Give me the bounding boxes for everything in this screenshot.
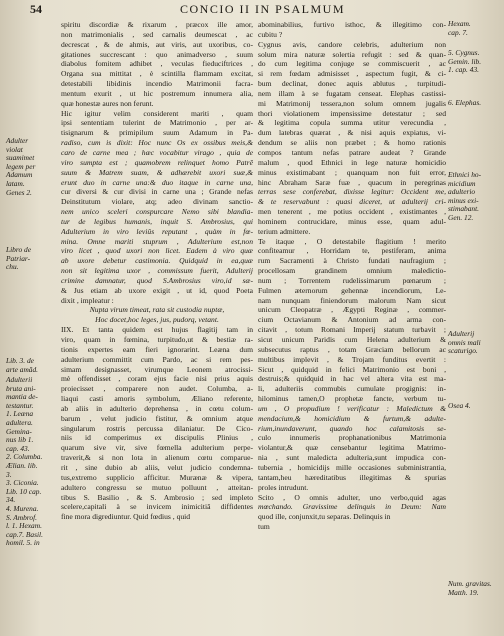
text-line: mè offendisset , coram ejus facie nisi prius aquis xyxy=(61,374,253,384)
text-line: thori violationem impensissime detestatur ; sed xyxy=(258,108,446,118)
text-line: radiso, cum is dixit: Hoc nunc Os ex ossibus meis,& xyxy=(61,138,253,148)
text-line: ab aliis in adulterio deprehensa , in cœtu colum- xyxy=(61,403,253,413)
text-line: niis id comperimus ex discipulis Plinius , xyxy=(61,433,253,443)
text-line: Sicut , quidquid in felici Matrimonio est boni , xyxy=(258,364,446,374)
text-line: um , O propudium ! verificatur : Maledictum & xyxy=(258,403,446,413)
text-line: quarum sive vir, sive fœmella adulterium perpe- xyxy=(61,443,253,453)
text-line: Fulmen æternorum gehennæ incendiorum, Le- xyxy=(258,285,446,295)
text-line: nam nunquam finiendorum malorum Nam sicut xyxy=(258,295,446,305)
text-line: hilominus tamen,O prophetæ fancte, verbum tu- xyxy=(258,394,446,404)
text-line: li, adulteriis commubis cumulate progignis: in- xyxy=(258,384,446,394)
text-line: adultero congressu se mutuo polluunt , atteitan- xyxy=(61,482,253,492)
text-line: nem unico sceleri conspurcare Nemo sibi blandia- xyxy=(61,207,253,217)
text-line: hominem contrucidare, minus esse, quam adul- xyxy=(258,216,446,226)
text-line: dendum se aliis non præbet ; & homo rationis xyxy=(258,138,446,148)
text-line: unicum Cleopatræ , Ægypti Reginæ , commer- xyxy=(258,305,446,315)
text-line: Scito , O omnis adulter, uno verbo,quid agas xyxy=(258,492,446,502)
text-line: scelere,capitali à se invicem inimicitiâ diffidentes xyxy=(61,502,253,512)
text-line: Organa sua mittitat , è scintilla flammam excitat, xyxy=(61,69,253,79)
text-line: nia , sunt maledicta adulteria,sunt impudica con- xyxy=(258,453,446,463)
text-line: bum declinat, donec aquis ablutus , turpitudi- xyxy=(258,79,446,89)
text-line: cubitu ? xyxy=(258,29,283,39)
text-line: mentum exurit , ut hic postremum innumera alia, xyxy=(61,88,253,98)
text-line: tionis expertes eam fieri ignorarint. Leæna dum xyxy=(61,344,253,354)
text-line: ipsi sententiam tulerint de Matrimonio , per ar- xyxy=(61,118,253,128)
text-line: suum & Matrem suam, & adhærebit uxori suæ,& xyxy=(61,167,253,177)
text-line: cium Octavianum & Antonium ad arma con- xyxy=(258,315,446,325)
text-line: diabolus fomitem adhibet , veculas fieduciftrices , xyxy=(61,59,253,69)
text-line: minus existimabant ; quanquam non fuit error, xyxy=(258,167,446,177)
margin-note: 5. Cygnus. Gemin. lib. 1. cap. 43. xyxy=(448,48,482,75)
text-line: si rem fœdam admisisset , aspectum fugit, & ci- xyxy=(258,69,446,79)
running-head: CONCIO II IN PSALMUM xyxy=(180,2,346,16)
margin-note: Libro de Patriar- chu. xyxy=(6,245,31,272)
text-line: multibus implevit , & Trojam funditus evertit : xyxy=(258,354,446,364)
margin-note: Ethnici ho- micidium adulterio minus exi- stimabant. Gen. 12. xyxy=(448,170,482,222)
text-line: quod ille, conjunxit,tu separas. Delinquis in xyxy=(258,512,391,522)
text-line: Nupta virum timeat, rata sit custodia nuptæ, xyxy=(89,305,225,315)
margin-note: Num. gravitas. Matth. 19. xyxy=(448,579,492,597)
text-line: rit , sine dubio ab aliis, velut judicio condemna- xyxy=(61,462,253,472)
text-line: decrescat , & de ahmis, aut viris, aut uxoribus, co- xyxy=(61,39,253,49)
text-line: Hoc docet,hoc leges, jus, pudorq, vetant. xyxy=(95,315,219,325)
text-line: erunt duo in carne una:& duo itaque in carne una, xyxy=(61,177,253,187)
text-line: non matrimonialis , sed carnalis deumescat , ac xyxy=(61,29,253,39)
text-line: & Jus etiam ab uxore exigit , ut id, quod Poeta xyxy=(61,285,253,295)
text-line: malum , quod Ethnici in lege naturæ homicidio xyxy=(258,157,446,167)
right-margin-notes xyxy=(448,0,504,636)
text-line: hinc Abraham Saræ fuæ , quacum in peregrinas xyxy=(258,177,446,187)
text-line: mina. Omne mariti stuprum , Adulterium est,non xyxy=(61,236,253,246)
text-line: tubernia , homicidijs mille occasiones subministrantia, xyxy=(258,462,446,472)
text-line: citavit , totum Romani Imperij statum turbavit ; xyxy=(258,325,446,335)
text-line: mi Matrimonij tessera,non solum omnem jugalis xyxy=(258,98,446,108)
text-line: tur de legibus humanis, inquit S. Ambrosius, qui xyxy=(61,216,253,226)
text-line: proles intrudunt. xyxy=(258,482,309,492)
text-line: caro de carne mea ; hæc vocabitur virago , quia de xyxy=(61,147,253,157)
text-line: violantur,& quæ censebantur legitima Matrimo- xyxy=(258,443,446,453)
text-line: culo innumeris prophanationibus Matrimonia xyxy=(258,433,446,443)
text-line: do cum legitima conjuge se commiscuerit , ac xyxy=(258,59,446,69)
text-line: sicut unicum Paridis cum Helena adulterium & xyxy=(258,335,446,344)
margin-note: Adulterii bruta ani- mantia de- testantur. 1. Leæna adultera. Gemina- nus lib 1. cap. 43. 2. Columba. Ælian. lib. 3. 3. Ciconia. Lib. 10 cap. 34. 4. Murena. S. Ambrof. l. 1. Hexam. cap.7. Basil. homil. 5. in xyxy=(6,375,43,548)
text-line: rum Sacramenti à Christo fundati naufragium ; xyxy=(258,256,446,266)
text-line: procellosam grandinem omnium maledictio- xyxy=(258,266,446,276)
text-line: terium admittere. xyxy=(258,226,311,236)
text-line: non sit legitima uxor , commissum fuerit, Adulterij xyxy=(61,266,253,276)
text-line: Hic igitur velim considerent mariti , quam xyxy=(61,108,253,118)
text-line: terras sese conferebat, dixisse legitur: Occident me, xyxy=(258,187,446,197)
left-margin-notes xyxy=(6,0,60,636)
text-line: tantam,heu hæreditatibus illegitimas & spurias xyxy=(258,472,446,482)
text-line: barum , velut judicio fistitur, & omnium atque xyxy=(61,413,253,423)
page-header xyxy=(30,2,500,16)
text-line: mendacium,& homicidium & furtum,& adulte- xyxy=(258,413,446,423)
text-line: viro sumpta est ; quamobrem relinquet homo Patrē xyxy=(61,157,253,167)
text-line: num ; Torrentem rudelissimarum pœnarum ; xyxy=(258,275,446,285)
text-line: destruis;& quidquid in hac vel altera vita est ma- xyxy=(258,374,446,384)
text-line: tum xyxy=(258,522,270,532)
right-text-column xyxy=(258,20,446,532)
text-line: nem illam à se fugatam censeat. Elephas castissi- xyxy=(258,88,446,98)
text-line: simam designasset, virumque Leonem atrocissi- xyxy=(61,364,253,374)
text-line: IIX. Et tanta quidem est hujus flagitij tam in xyxy=(61,325,253,335)
text-line: rium,inundaverunt, quando hoc calamitosis se- xyxy=(258,423,446,433)
text-line: solum mira naturæ solertia refugit : sed & quan- xyxy=(258,49,446,59)
left-text-column xyxy=(61,20,253,522)
text-line: viro licet , quod uxori non licet. Eadem à viro quæ xyxy=(61,246,253,256)
text-line: fine mora digrediuntur. Quid fœdius , quid xyxy=(61,512,191,522)
text-line: proiecisset , comparere non audet. Columba, a- xyxy=(61,384,253,394)
text-line: spiritu discordiæ & rixarum , præcox ille amor, xyxy=(61,20,253,29)
text-line: dixit , impleatur : xyxy=(61,295,114,305)
margin-note: Adulterij omnis mali scaturigo. xyxy=(448,329,481,356)
text-line: confiteamur , Horridam te, pestiferam, anima xyxy=(258,246,446,256)
text-line: Adulterium in viro leviûs reputant , quàm in fœ- xyxy=(61,226,253,236)
text-line: quæ honestæ aures non ferunt. xyxy=(61,98,154,108)
text-line: gitationes succrescant : quo animadverso , suum xyxy=(61,49,253,59)
text-line: Cygnus avis, candore celebris, adulterium non xyxy=(258,39,446,49)
text-line: cur diversi & cur divisi in carne una ; Grande nefas xyxy=(61,187,253,197)
text-line: & legitima copula summa utitur verecundia , xyxy=(258,118,446,128)
margin-note: Lib. 3. de arte amād. xyxy=(6,356,39,374)
text-line: subsecutus raptus , totam Græciam bellorum ac xyxy=(258,344,446,354)
text-line: abominabilius, furtivo isthoc, & illegitimo con- xyxy=(258,20,446,29)
text-line: singularum rostris percussa dilaniatur. De Cico- xyxy=(61,423,253,433)
text-line: crimine damnatur, quod S.Ambrosius viro,id sæ- xyxy=(61,275,253,285)
text-line: detestabili libidinis incendio Matrimonii facra- xyxy=(61,79,253,89)
text-line: traverit,& si non lota in alienum cœtu comparue- xyxy=(61,453,253,463)
text-line: viro, quam in fœmina, turpitudo,ut & bestiæ ra- xyxy=(61,335,253,344)
text-line: mœchando. Gravissime delinquis in Deum: Nam xyxy=(258,502,446,512)
margin-note: 6. Elephas. xyxy=(448,98,482,107)
text-line: tisignarum & primipilum suum Adamum in Pa- xyxy=(61,128,253,138)
margin-note: Adulter violat suamimet legem per Adamum latam. Genes 2. xyxy=(6,136,36,197)
text-line: dum latebras quærat , & nisi aquis expiatus, vi- xyxy=(258,128,446,138)
text-line: tibus S. Basilio , & S. Ambrosio ; sed impleto xyxy=(61,492,253,502)
margin-note: Osea 4. xyxy=(448,401,471,410)
text-line: Te itaque , O detestabile flagitium ! merito xyxy=(258,236,446,246)
page-number: 54 xyxy=(30,2,42,16)
text-line: liaqui casti amoris symbolum, Æliano referente, xyxy=(61,394,253,404)
text-line: men tenerent , me potius occident , existimantes , xyxy=(258,207,446,217)
text-line: adulterium committit cum Pardo, ac si rem pes- xyxy=(61,354,253,364)
text-line: & te reservabunt : quasi diceret, ut adulterij cri- xyxy=(258,197,446,207)
text-line: Deinstitutum violare, atq; adeo divinam sanctio- xyxy=(61,197,253,207)
margin-note: Hexam. cap. 7. xyxy=(448,19,471,37)
text-line: ab uxore debetur castimonia. Quidquid in ea,quæ xyxy=(61,256,253,266)
text-line: compos tantum nefas patrare audeat ? Grande xyxy=(258,147,446,157)
text-line: tus,extremo supplicio afficitur. Murænæ & vipera, xyxy=(61,472,253,482)
